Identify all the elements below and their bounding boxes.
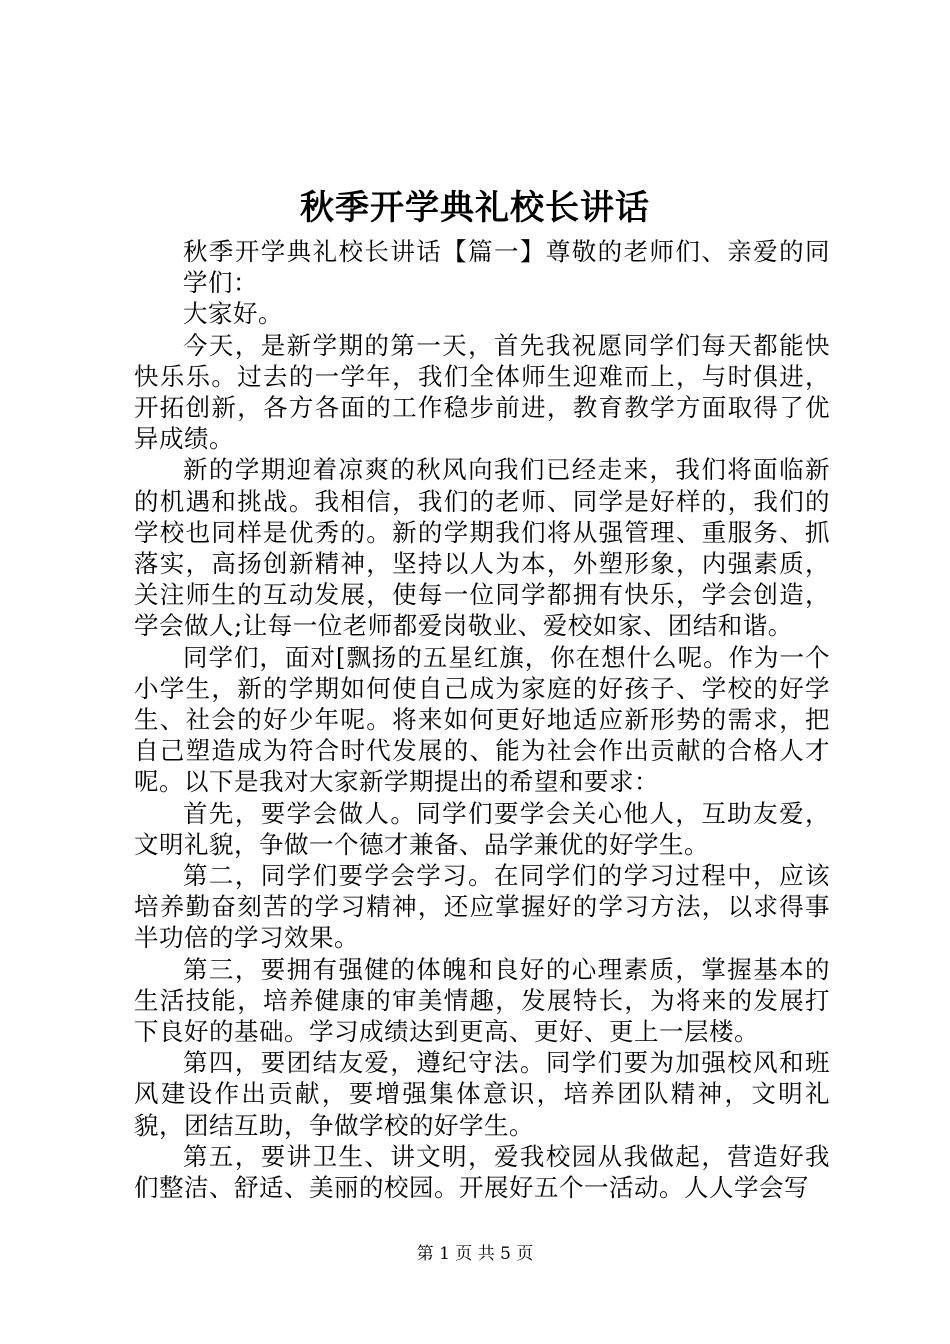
paragraph-third: 第三，要拥有强健的体魄和良好的心理素质，掌握基本的生活技能，培养健康的审美情趣，发展特长，为将来的发展打下良好的基础。学习成绩达到更高、更好、更上一层楼。: [134, 954, 830, 1047]
paragraph-new-semester: 新的学期迎着凉爽的秋风向我们已经走来，我们将面临新的机遇和挑战。我相信，我们的老师、同学是好样的，我们的学校也同样是优秀的。新的学期我们将从强管理、重服务、抓落实，高扬创新精神，坚持以人为本，外塑形象，内强素质，关注师生的互动发展，使每一位同学都拥有快乐，学会创造，学会做人;让每一位老师都爱岗敬业、爱校如家、团结和谐。: [134, 455, 830, 641]
paragraph-today: 今天，是新学期的第一天，首先我祝愿同学们每天都能快快乐乐。过去的一学年，我们全体师生迎难而上，与时俱进，开拓创新，各方各面的工作稳步前进，教育教学方面取得了优异成绩。: [134, 330, 830, 454]
paragraph-students: 同学们，面对[飘扬的五星红旗，你在想什么呢。作为一个小学生，新的学期如何使自己成为家庭的好孩子、学校的好学生、社会的好少年呢。将来如何更好地适应新形势的需求，把自己塑造成为符合时代发展的、能为社会作出贡献的合格人才呢。以下是我对大家新学期提出的希望和要求：: [134, 642, 830, 797]
document-body: [134, 236, 830, 1203]
document-title: 秋季开学典礼校长讲话: [300, 188, 650, 228]
page-number-footer: 第 1 页 共 5 页: [416, 1244, 534, 1264]
paragraph-second: 第二，同学们要学会学习。在同学们的学习过程中，应该培养勤奋刻苦的学习精神，还应掌握好的学习方法，以求得事半功倍的学习效果。: [134, 861, 830, 953]
paragraph-fifth: 第五，要讲卫生、讲文明，爱我校园从我做起，营造好我们整洁、舒适、美丽的校园。开展好五个一活动。人人学会写: [134, 1141, 830, 1203]
paragraph-greeting: 秋季开学典礼校长讲话【篇一】尊敬的老师们、亲爱的同学们：: [183, 237, 830, 298]
paragraph-first: 首先，要学会做人。同学们要学会关心他人，互助友爱，文明礼貌，争做一个德才兼备、品学兼优的好学生。: [134, 798, 830, 859]
paragraph-hello: 大家好。: [183, 299, 283, 329]
paragraph-fourth: 第四，要团结友爱，遵纪守法。同学们要为加强校风和班风建设作出贡献，要增强集体意识，培养团队精神，文明礼貌，团结互助，争做学校的好学生。: [134, 1048, 830, 1140]
